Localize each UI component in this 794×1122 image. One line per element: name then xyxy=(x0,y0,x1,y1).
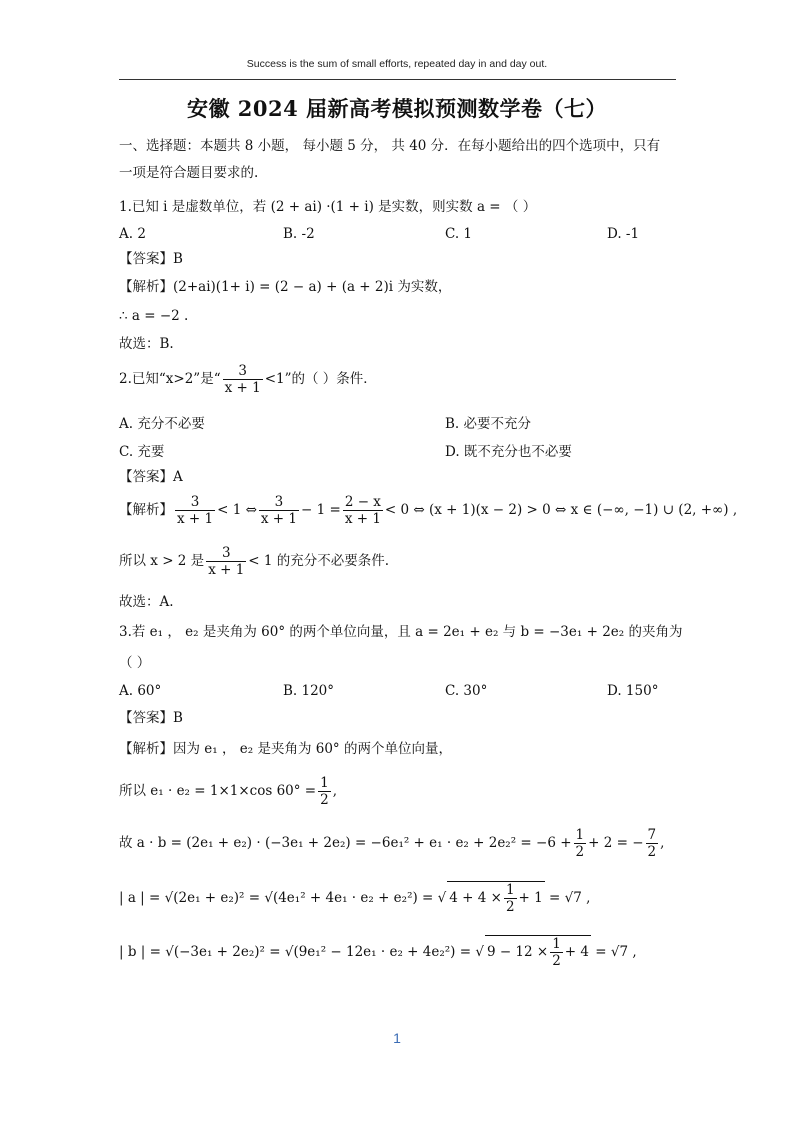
q2-analysis-label: 【解析】 xyxy=(119,502,173,518)
q2-analysis xyxy=(119,494,737,527)
q3-step1-frac xyxy=(318,775,331,808)
q3-option-c: C. 30° xyxy=(445,683,488,699)
q3-step3-frac xyxy=(504,882,517,915)
q1-option-d: D. -1 xyxy=(607,226,640,242)
q3-step2: 故 a · b = (2e₁ + e₂) · (−3e₁ + 2e₂) = −6e₁² + e₁ · e₂ + 2e₂² = −6 + $\frac{1}{2}$ + 2 = − $\frac{7}{2}$ , xyxy=(119,827,665,860)
q1-therefore: ∴ a = −2 . xyxy=(119,308,189,324)
q3-step1-prefix: 所以 e₁ · e₂ = 1×1×cos 60° = xyxy=(119,783,317,799)
q2-analysis-mid2: − 1 = xyxy=(301,502,341,518)
q1-analysis: 【解析】(2+ai)(1+ i) = (2 − a) + (a + 2)i 为实数， xyxy=(119,279,452,295)
q3-step4-inner: 9 − 12 × xyxy=(486,944,549,960)
page-number: 1 xyxy=(393,1030,401,1046)
q3-step3-frac-num: 1 xyxy=(505,882,515,898)
q3-step2-frac1 xyxy=(574,827,587,860)
q2-analysis-tail: < 0 ⇔ (x + 1)(x − 2) > 0 ⇔ x ∈ (−∞, −1) ∪ (2, +∞) , xyxy=(384,502,738,518)
q2-analysis-frac3 xyxy=(343,494,383,527)
q2-frac2-num: 3 xyxy=(259,494,299,511)
q2-option-b: B. 必要不充分 xyxy=(445,416,532,432)
section-instructions-line2: 一项是符合题目要求的. xyxy=(119,165,259,181)
q2-frac1-num: 3 xyxy=(175,494,215,511)
q1-option-c: C. 1 xyxy=(445,226,473,242)
q3-option-a: A. 60° xyxy=(119,683,162,699)
q3-step3-tail: + 1 xyxy=(518,890,543,906)
q3-step3-result: = √7 , xyxy=(549,890,591,906)
q3-option-d: D. 150° xyxy=(607,683,659,699)
q2-conclusion xyxy=(119,545,389,578)
q3-analysis: 【解析】因为 e₁ ， e₂ 是夹角为 60° 的两个单位向量， xyxy=(119,741,452,757)
q2-conclusion-prefix: 所以 x > 2 是 xyxy=(119,553,205,569)
q2-stem-fraction xyxy=(223,363,263,396)
q2-analysis-mid: < 1 ⇔ xyxy=(217,502,257,518)
q2-option-a: A. 充分不必要 xyxy=(119,416,205,432)
q3-step1-frac-num: 1 xyxy=(320,775,329,791)
section-instructions-line1: 一、选择题：本题共 8 小题， 每小题 5 分， 共 40 分．在每小题给出的四个选项中，只有 xyxy=(119,138,661,154)
q2-stem-frac-den: x + 1 xyxy=(224,380,261,396)
q2-option-d: D. 既不充分也不必要 xyxy=(445,444,572,460)
q3-step3-frac-den: 2 xyxy=(505,899,515,915)
q1-stem: 1.已知 i 是虚数单位，若 (2 + ai) ·(1 + i) 是实数，则实数 a = （ ） xyxy=(119,199,537,215)
q1-option-a: A. 2 xyxy=(119,226,146,242)
q2-frac3-den: x + 1 xyxy=(344,511,381,527)
q2-frac2-den: x + 1 xyxy=(260,511,298,527)
q3-step4-frac-den: 2 xyxy=(552,953,561,969)
q3-step4-prefix: | b | = √(−3e₁ + 2e₂)² = √(9e₁² − 12e₁ · e₂ + 4e₂²) = xyxy=(119,944,472,960)
q3-stem-line2: （ ） xyxy=(119,655,151,671)
q3-step2-mid: + 2 = − xyxy=(588,835,644,851)
q3-option-b: B. 120° xyxy=(283,683,335,699)
q3-step1: 所以 e₁ · e₂ = 1×1×cos 60° = $\frac{1}{2}$ , xyxy=(119,775,337,808)
q2-conc-frac-den: x + 1 xyxy=(208,562,245,578)
q2-analysis-frac1 xyxy=(175,494,215,527)
q2-conclusion-suffix: < 1 的充分不必要条件. xyxy=(248,553,390,569)
q3-step2-frac2-num: 7 xyxy=(647,827,657,843)
q2-stem xyxy=(119,363,377,396)
q3-step1-frac-den: 2 xyxy=(320,792,329,808)
q3-step2-frac1-den: 2 xyxy=(575,844,585,860)
document-title: 安徽 2024 届新高考模拟预测数学卷（七） xyxy=(186,96,608,121)
q3-step2-frac1-num: 1 xyxy=(575,827,585,843)
q3-step2-frac2-den: 2 xyxy=(647,844,657,860)
q3-step2-prefix: 故 a · b = (2e₁ + e₂) · (−3e₁ + 2e₂) = −6e₁² + e₁ · e₂ + 2e₂² = −6 + xyxy=(119,835,572,851)
q1-choose: 故选：B. xyxy=(119,336,174,352)
header-divider xyxy=(119,79,676,80)
q2-analysis-frac2 xyxy=(259,494,299,527)
q2-stem-prefix: 2.已知“x>2”是“ xyxy=(119,371,221,387)
q3-step4-frac-num: 1 xyxy=(552,936,561,952)
q3-step4: | b | = √(−3e₁ + 2e₂)² = √(9e₁² − 12e₁ · e₂ + 4e₂²) = √ 9 − 12 × $\frac{1}{2}$ + 4 = √7 , xyxy=(119,936,637,969)
q2-answer: 【答案】A xyxy=(119,469,183,485)
q2-conc-frac-num: 3 xyxy=(206,545,246,562)
q3-step3-radical xyxy=(447,881,544,915)
q3-step3-inner: 4 + 4 × xyxy=(449,890,502,906)
q2-frac1-den: x + 1 xyxy=(177,511,214,527)
q1-answer: 【答案】B xyxy=(119,251,183,267)
q3-step3-prefix: | a | = √(2e₁ + e₂)² = √(4e₁² + 4e₁ · e₂ + e₂²) = xyxy=(119,890,434,906)
q2-option-c: C. 充要 xyxy=(119,444,165,460)
q3-step4-result: = √7 , xyxy=(595,944,637,960)
q3-step3: | a | = √(2e₁ + e₂)² = √(4e₁² + 4e₁ · e₂ + e₂²) = √ 4 + 4 × $\frac{1}{2}$ + 1 = √7 , xyxy=(119,882,591,915)
q2-choose: 故选：A. xyxy=(119,594,174,610)
q1-option-b: B. -2 xyxy=(283,226,315,242)
q3-answer: 【答案】B xyxy=(119,710,183,726)
q2-conclusion-frac xyxy=(206,545,246,578)
q2-frac3-num: 2 − x xyxy=(344,494,381,510)
q3-step4-frac xyxy=(550,936,563,969)
q2-stem-suffix: <1”的（ ）条件． xyxy=(264,371,377,387)
q3-step4-radical xyxy=(485,935,591,969)
q3-step2-frac2 xyxy=(646,827,659,860)
q3-stem-line1: 3.若 e₁ ， e₂ 是夹角为 60° 的两个单位向量，且 a = 2e₁ + e₂ 与 b = −3e₁ + 2e₂ 的夹角为 xyxy=(119,624,683,640)
q2-stem-frac-num: 3 xyxy=(223,363,263,380)
q3-step4-tail: + 4 xyxy=(564,944,589,960)
page-header-motto: Success is the sum of small efforts, repeated day in and day out. xyxy=(246,58,548,70)
